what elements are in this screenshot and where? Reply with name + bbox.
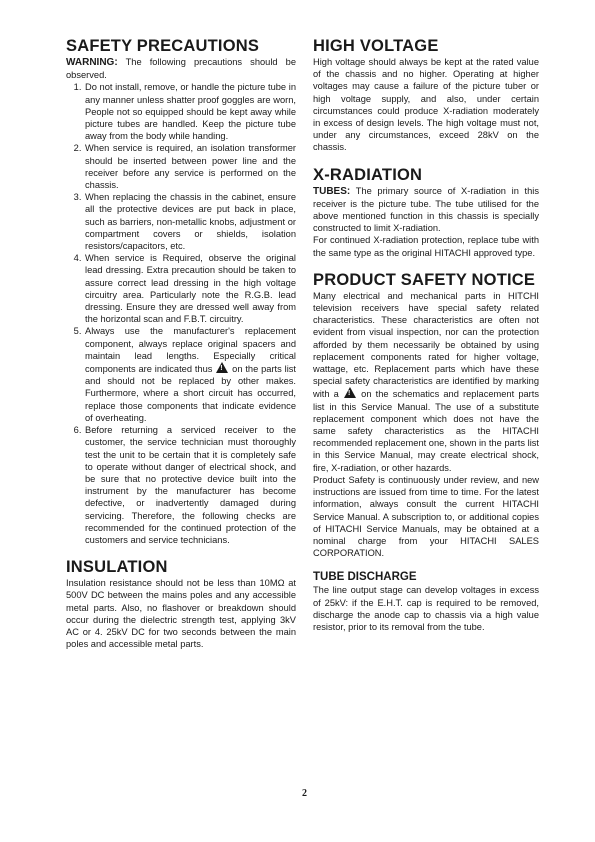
tubes-label: TUBES:: [313, 185, 351, 197]
xradiation-text-2: For continued X-radiation protection, replace tube with the same type as the original HITACHI approved type.: [313, 235, 539, 258]
product-safety-paragraph-2: Product Safety is continuously under review, and new instructions are issued from time to time. For the latest information, always consult the current HITACHI Service Manual. A subscription to, or additional copies of HITACHI Service Manuals, may be obtained at a nominal charge from your HITACHI SALES CORPORATION.: [313, 474, 539, 559]
high-voltage-heading: HIGH VOLTAGE: [313, 37, 439, 55]
safety-precautions-heading: SAFETY PRECAUTIONS: [66, 37, 260, 55]
safety-item-5-after: on the parts list and should not be replaced by other makes. Furthermore, where a short circuit has occurred, replace those components that indicate evidence of overheating.: [85, 364, 297, 423]
product-safety-paragraph-1: [313, 290, 539, 474]
warning-triangle-icon: [216, 362, 228, 373]
safety-item-2: 2. When service is required, an isolation transformer should be inserted between power line and the receiver before any service is performed on the chassis.: [84, 142, 296, 191]
product-safety-before: Many electrical and mechanical parts in HITCHI television receivers have special safety related characteristics. These characteristics are often not evident from visual inspection, nor can the protection afforded by them necessarily be obtained by using replacement components rated for higher voltage, wattage, etc. Replacement parts which have these special safety characteristics are identified by marking with a: [313, 290, 539, 400]
safety-item-1: 1. Do not install, remove, or handle the picture tube in any manner unless shatter proof goggles are worn, People not so equipped should be kept away while picture tubes are handled. Keep the picture tube away from the body while handing.: [84, 81, 296, 142]
warning-label: WARNING:: [66, 57, 118, 68]
product-safety-heading: PRODUCT SAFETY NOTICE: [313, 270, 536, 289]
tube-discharge-text: The line output stage can develop voltages in excess of 25kV: if the E.H.T. cap is required to be removed, discharge the anode cap to chassis via a high value resistor, prior to its removal from the tube.: [313, 585, 539, 632]
safety-item-5: [84, 325, 296, 424]
product-safety-after: on the schematics and replacement parts list in this Service Manual. The use of a substitute replacement component which does not have the same safety characteristics as the HITACHI recommended replacement one, shown in the parts list in this Service Manual, may create electrical shock, fire, X-radiation, or other hazards.: [313, 389, 539, 473]
warning-triangle-icon: [344, 387, 356, 398]
safety-item-5-before: Always use the manufacturer's replacement component, always replace original spacers and maintain lead lengths. Especially critical components are indicated thus: [85, 326, 296, 375]
xradiation-text: [313, 185, 539, 235]
safety-item-4: 4. When service is Required, observe the original lead dressing. Extra precaution should be taken to assure correct lead dressing in the high voltage circuitry area. Particularly note the R.G.B. lead dressing. Ensure they are dressed well away from the horizontal scan and F.B.T. circuitry.: [84, 252, 296, 325]
page-number: 2: [302, 788, 307, 799]
warning-text: The following precautions should be observed.: [66, 57, 296, 81]
high-voltage-text: High voltage should always be kept at the rated value of the chassis and no higher. Operating at higher voltages may cause a failure of the picture tuber or high voltage supply, and also, under certain circumstances could produce X-radiation moderately in excess of design levels. The high voltage must not, under any circumstances, exceed 28kV on the chassis.: [313, 57, 539, 153]
right-column: [313, 36, 539, 633]
safety-item-3: 3. When replacing the chassis in the cabinet, ensure all the protective devices are put back in place, such as barriers, non-metallic knobs, adjustment or compartment covers or shields, isolation resistors/capacitors, etc.: [84, 191, 296, 252]
tube-discharge-heading: TUBE DISCHARGE: [313, 571, 417, 584]
warning-paragraph: [66, 56, 296, 81]
left-column: [66, 36, 296, 650]
insulation-text: Insulation resistance should not be less than 10MΩ at 500V DC between the mains poles and any accessible metal parts. Also, no flashover or breakdown should occur during the dielectric strength test, applying 3kV AC or 4. 25kV DC for two seconds between the main poles and accessible metal parts.: [66, 578, 296, 650]
safety-list: [66, 81, 296, 546]
insulation-heading: INSULATION: [66, 558, 168, 577]
xradiation-body: The primary source of X-radiation in this receiver is the picture tube. The tube utilised for the above mentioned function in this chassis is specially constructed to limit X-radiation.: [313, 185, 539, 234]
xradiation-heading: X-RADIATION: [313, 165, 423, 184]
safety-item-6: 6. Before returning a serviced receiver to the customer, the service technician must thoroughly test the unit to be certain that it is completely safe to operate without danger of electrical shock, and be sure that no protective device built into the instrument by the manufacturer has become defective, or inadvertently damaged during servicing. Therefore, the following checks are recommended for the continued protection of the customers and service technicians.: [84, 424, 296, 546]
